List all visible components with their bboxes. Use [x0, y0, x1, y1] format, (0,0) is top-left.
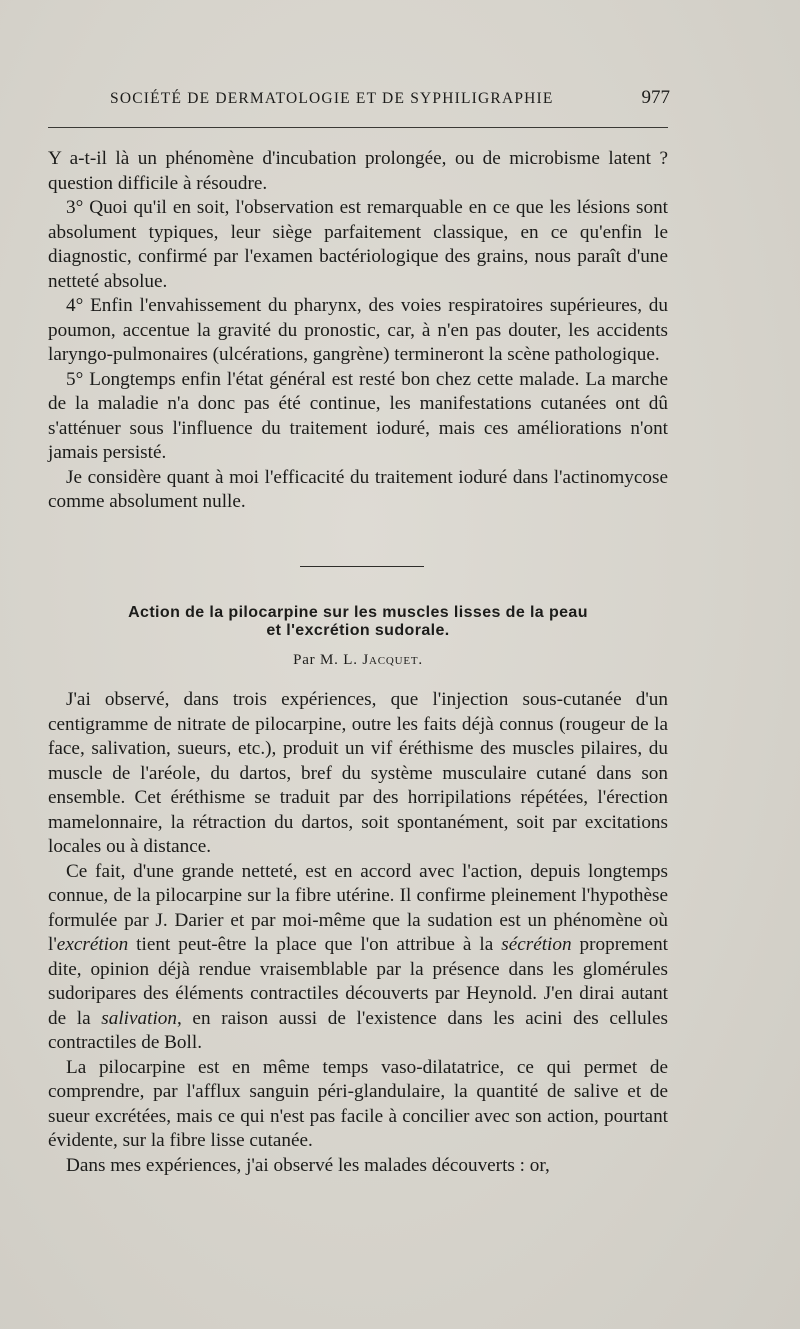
author-name: Jacquet. — [362, 652, 423, 668]
running-header — [110, 87, 670, 114]
article-title-line2: et l'excrétion sudorale. — [266, 622, 450, 639]
paragraph: 3° Quoi qu'il en soit, l'observation est remarquable en ce que les lésions sont absolument typiques, leur siège parfaitement classique, en ce qu'enfin le diagnostic, confirmé par l'examen bactériologique des grains, nous paraît d'une netteté absolue. — [48, 197, 668, 292]
paragraph: Je considère quant à moi l'efficacité du traitement ioduré dans l'actinomycose comme absolument nulle. — [48, 466, 668, 512]
italic-run: sécrétion — [501, 934, 572, 955]
italic-run: excrétion — [56, 934, 129, 955]
article-title-line1: Action de la pilocarpine sur les muscles lisses de la peau — [128, 604, 588, 621]
paragraph: La pilocarpine est en même temps vaso-dilatatrice, ce qui permet de comprendre, par l'afflux sanguin péri-glandulaire, la quantité de salive et de sueur excrétées, mais ce qui n'est pas facile à concilier avec son action, pourtant évidente, sur la fibre lisse cutanée. — [48, 1056, 668, 1151]
article-body — [48, 688, 668, 1178]
running-title: SOCIÉTÉ DE DERMATOLOGIE ET DE SYPHILIGRAPHIE — [110, 90, 554, 107]
paragraph: 5° Longtemps enfin l'état général est resté bon chez cette malade. La marche de la maladie n'a donc pas été continue, les manifestations cutanées ont dû s'atténuer sous l'influence du traitement ioduré, mais ces améliorations n'ont jamais persisté. — [48, 368, 668, 463]
paragraph: J'ai observé, dans trois expériences, que l'injection sous-cutanée d'un centigramme de nitrate de pilocarpine, outre les faits déjà connus (rougeur de la face, salivation, sueurs, etc.), produit un vif éréthisme des muscles pilaires, du muscle de l'aréole, du dartos, bref du système musculaire cutané dans son ensemble. Cet éréthisme se traduit par des horripilations répétées, l'érection mamelonnaire, la rétraction du dartos, soit spontanément, soit par excitations locales ou à distance. — [48, 689, 668, 857]
text-run: proprement dite, opinion déjà rendue vraisemblable par la présence dans les glomérules sudoripares des éléments contractiles découverts par Heynold. J'en dirai autant de la — [48, 934, 668, 1029]
article-title — [48, 604, 668, 640]
italic-run: salivation — [101, 1007, 177, 1029]
text-run: , en raison aussi de l'existence dans les acini des cellules contractiles de Boll. — [48, 1007, 668, 1053]
text-run: tient peut-être la place que l'on attribue à la — [128, 934, 502, 955]
header-rule — [48, 127, 668, 128]
text-run: Ce fait, d'une grande netteté, est en accord avec l'action, depuis longtemps connue, de la pilocarpine sur la fibre utérine. Il confirme pleinement l'hypothèse formulée par J. Darier et par moi-même que la sudation est un phénomène où l' — [48, 860, 668, 955]
page-number: 977 — [641, 87, 670, 108]
paragraph: Y a-t-il là un phénomène d'incubation prolongée, ou de microbisme latent ? question difficile à résoudre. — [48, 148, 668, 194]
author-prefix: Par M. L. — [293, 652, 358, 668]
paragraph: Dans mes expériences, j'ai observé les malades découverts : or, — [66, 1154, 550, 1176]
section-separator — [300, 566, 424, 567]
paragraph — [48, 860, 668, 1056]
article-author — [48, 652, 668, 669]
paragraph: 4° Enfin l'envahissement du pharynx, des voies respiratoires supérieures, du poumon, accentue la gravité du pronostic, car, à n'en pas douter, les accidents laryngo-pulmonaires (ulcérations, gangrène) termineront la scène pathologique. — [48, 295, 668, 365]
previous-article-text — [48, 147, 668, 515]
